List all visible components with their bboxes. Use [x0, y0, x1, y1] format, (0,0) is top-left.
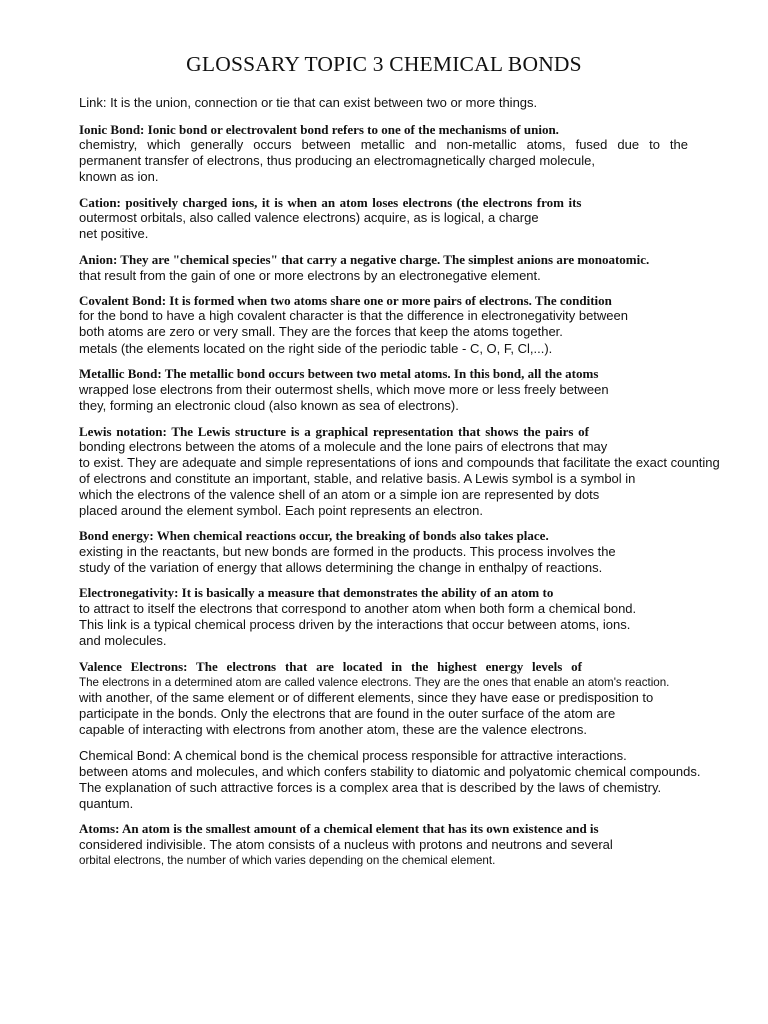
entry-lewis-notation-line: which the electrons of the valence shell of an atom or a simple ion are represented by dots [79, 487, 600, 502]
entry-cation-line: net positive. [79, 226, 149, 241]
entry-bond-energy-heading: Bond energy: When chemical reactions occur, the breaking of bonds also takes place. [79, 528, 549, 543]
entry-lewis-notation-line: of electrons and constitute an important, stable, and relative basis. A Lewis symbol is a symbol in [79, 471, 636, 486]
entry-covalent-bond-heading: Covalent Bond: It is formed when two atoms share one or more pairs of electrons. The condition [79, 293, 612, 308]
entry-electronegativity-line: and molecules. [79, 633, 167, 648]
entry-lewis-notation-line: bonding electrons between the atoms of a molecule and the lone pairs of electrons that may [79, 439, 608, 454]
entry-link-line: Link: It is the union, connection or tie that can exist between two or more things. [79, 95, 538, 110]
entry-cation-line: outermost orbitals, also called valence electrons) acquire, as is logical, a charge [79, 210, 539, 225]
page-title: GLOSSARY TOPIC 3 CHEMICAL BONDS [186, 52, 582, 76]
entry-valence-electrons-line: participate in the bonds. Only the electrons that are found in the outer surface of the atom are [79, 706, 616, 721]
entry-anion-heading: Anion: They are "chemical species" that carry a negative charge. The simplest anions are monoatomic. [79, 252, 650, 267]
entry-chemical-bond-line: quantum. [79, 796, 134, 811]
entry-lewis-notation-heading: Lewis notation: The Lewis structure is a graphical representation that shows the pairs of [79, 424, 590, 439]
entry-covalent-bond-line: both atoms are zero or very small. They are the forces that keep the atoms together. [79, 324, 563, 339]
entry-atoms-line: considered indivisible. The atom consists of a nucleus with protons and neutrons and several [79, 837, 613, 852]
entry-ionic-bond-line: chemistry, which generally occurs between metallic and non-metallic atoms, fused due to the [79, 137, 688, 152]
entry-bond-energy-line: existing in the reactants, but new bonds are formed in the products. This process involves the [79, 544, 616, 559]
entry-chemical-bond-line: The explanation of such attractive forces is a complex area that is described by the laws of chemistry. [79, 780, 662, 795]
entry-electronegativity-line: to attract to itself the electrons that correspond to another atom when both form a chemical bond. [79, 601, 637, 616]
entry-ionic-bond-line: permanent transfer of electrons, thus producing an electromagnetically charged molecule, [79, 153, 595, 168]
entry-lewis-notation-line: placed around the element symbol. Each point represents an electron. [79, 503, 483, 518]
entry-anion-line: that result from the gain of one or more electrons by an electronegative element. [79, 268, 541, 283]
entry-electronegativity-line: This link is a typical chemical process driven by the interactions that occur between atoms, ions. [79, 617, 631, 632]
entry-ionic-bond-heading: Ionic Bond: Ionic bond or electrovalent bond refers to one of the mechanisms of union. [79, 122, 559, 137]
entry-metallic-bond-heading: Metallic Bond: The metallic bond occurs between two metal atoms. In this bond, all the atoms [79, 366, 599, 381]
entry-lewis-notation-line: to exist. They are adequate and simple representations of ions and compounds that facilitate the exact counting [79, 455, 720, 470]
entry-atoms-line: orbital electrons, the number of which varies depending on the chemical element. [79, 854, 496, 867]
entry-valence-electrons-line: with another, of the same element or of different elements, since they have ease or predisposition to [79, 690, 654, 705]
entry-valence-electrons-line: The electrons in a determined atom are called valence electrons. They are the ones that enable an atom's reaction. [79, 676, 670, 689]
entry-valence-electrons-heading: Valence Electrons: The electrons that are located in the highest energy levels of [79, 659, 582, 674]
entry-cation-heading: Cation: positively charged ions, it is when an atom loses electrons (the electrons from its [79, 195, 582, 210]
entry-electronegativity-heading: Electronegativity: It is basically a measure that demonstrates the ability of an atom to [79, 585, 554, 600]
entry-covalent-bond-line: for the bond to have a high covalent character is that the difference in electronegativity between [79, 308, 628, 323]
entry-atoms-heading: Atoms: An atom is the smallest amount of a chemical element that has its own existence and is [79, 821, 599, 836]
entry-covalent-bond-line: metals (the elements located on the right side of the periodic table - C, O, F, Cl,...). [79, 341, 553, 356]
entry-metallic-bond-line: they, forming an electronic cloud (also known as sea of electrons). [79, 398, 459, 413]
entry-chemical-bond-line: between atoms and molecules, and which confers stability to diatomic and polyatomic chemical compounds. [79, 764, 701, 779]
entry-chemical-bond-line: Chemical Bond: A chemical bond is the chemical process responsible for attractive interactions. [79, 748, 627, 763]
entry-valence-electrons-line: capable of interacting with electrons from another atom, these are the valence electrons. [79, 722, 588, 737]
entry-ionic-bond-line: known as ion. [79, 169, 159, 184]
entry-metallic-bond-line: wrapped lose electrons from their outermost shells, which move more or less freely between [79, 382, 609, 397]
entry-bond-energy-line: study of the variation of energy that allows determining the change in enthalpy of reactions. [79, 560, 603, 575]
